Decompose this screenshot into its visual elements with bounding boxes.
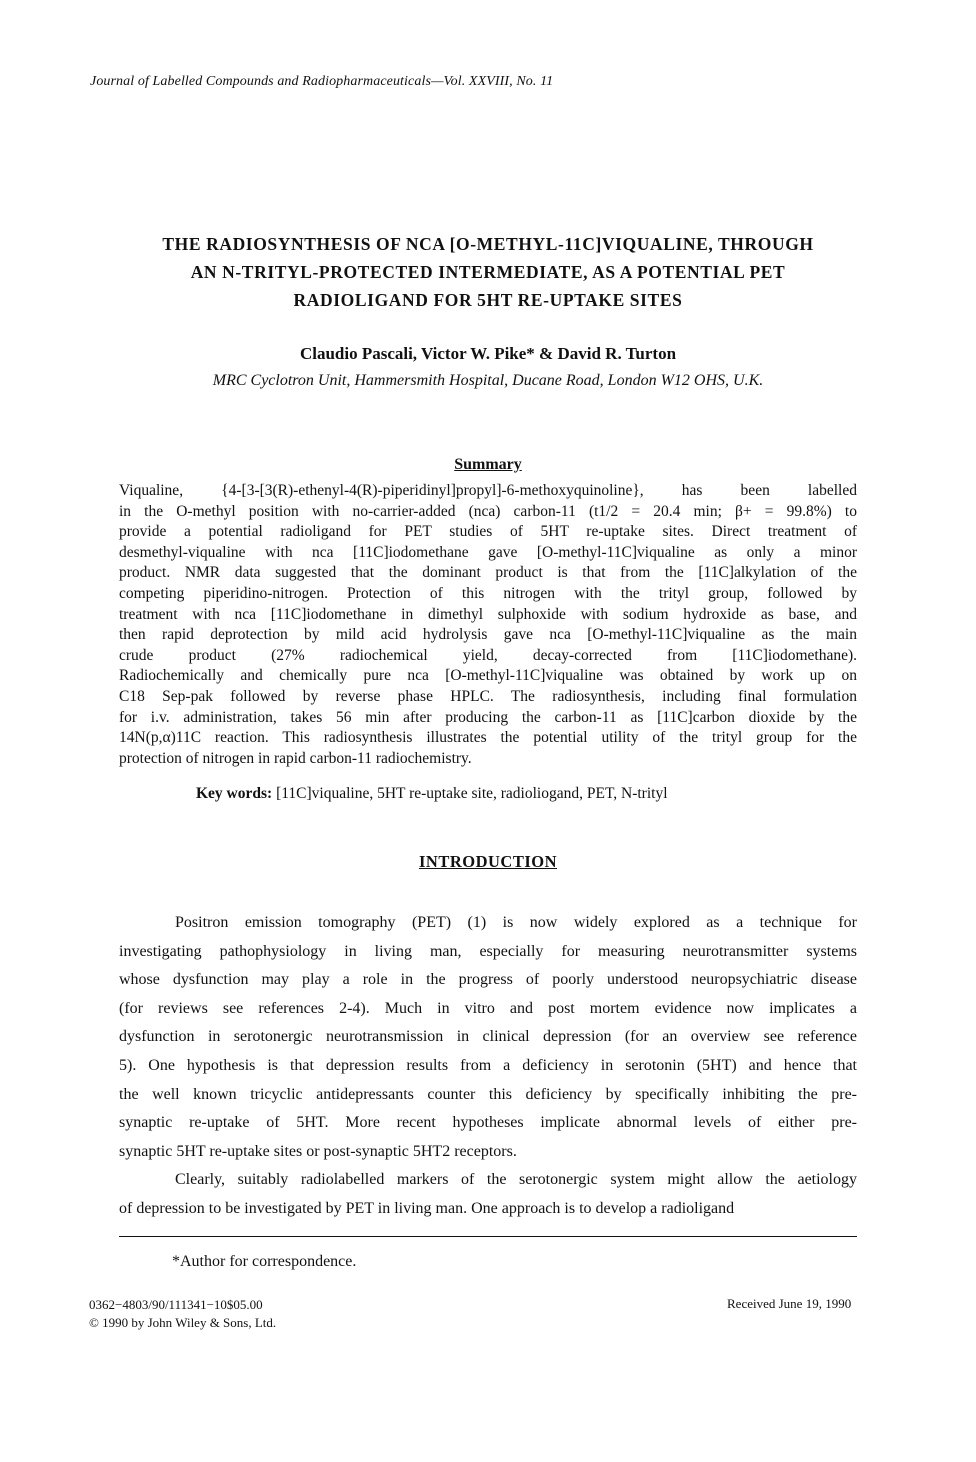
intro-line: whose dysfunction may play a role in the progress of poorly understood neuropsychiatric disease <box>119 971 857 989</box>
keywords <box>196 785 668 803</box>
summary-line: protection of nitrogen in rapid carbon-11 radiochemistry. <box>119 749 472 767</box>
intro-line: 5). One hypothesis is that depression results from a deficiency in serotonin (5HT) and hence that <box>119 1056 857 1074</box>
intro-line: Positron emission tomography (PET) (1) is now widely explored as a technique for <box>175 914 857 931</box>
summary-line: competing piperidino-nitrogen. Protection of this nitrogen with the trityl group, followed by <box>119 584 857 602</box>
received-date: Received June 19, 1990 <box>727 1296 852 1311</box>
title-line: RADIOLIGAND FOR 5HT RE-UPTAKE SITES <box>293 290 683 310</box>
intro-line: synaptic 5HT re-uptake sites or post-synaptic 5HT2 receptors. <box>119 1142 517 1160</box>
summary-line: product. NMR data suggested that the dominant product is that from the [11C]alkylation of the <box>119 564 857 582</box>
summary-line: Viqualine, {4-[3-[3(R)-ethenyl-4(R)-piperidinyl]propyl]-6-methoxyquinoline}, has been labelled <box>119 482 857 499</box>
title-line: THE RADIOSYNTHESIS OF NCA [O-METHYL-11C]VIQUALINE, THROUGH <box>162 234 814 254</box>
keywords-label: Key words: <box>196 785 273 802</box>
summary-line: then rapid deprotection by mild acid hydrolysis gave nca [O-methyl-11C]viqualine as the main <box>119 626 857 644</box>
summary-line: in the O-methyl position with no-carrier-added (nca) carbon-11 (t1/2 = 20.4 min; β+ = 99.8%) to <box>119 502 857 520</box>
intro-line: the well known tricyclic antidepressants counter this deficiency by specifically inhibiting the pre- <box>119 1085 857 1103</box>
intro-line: (for reviews see references 2-4). Much in vitro and post mortem evidence now implicates a <box>119 999 857 1017</box>
article-title <box>60 230 916 314</box>
copyright-notice: © 1990 by John Wiley & Sons, Ltd. <box>89 1315 277 1330</box>
author-affiliation: MRC Cyclotron Unit, Hammersmith Hospital, Ducane Road, London W12 OHS, U.K. <box>212 372 764 389</box>
title-line: AN N-TRITYL-PROTECTED INTERMEDIATE, AS A POTENTIAL PET <box>190 262 786 282</box>
publication-info <box>89 1296 276 1332</box>
summary-line: Radiochemically and chemically pure nca [O-methyl-11C]viqualine was obtained by work up on <box>119 667 857 685</box>
issn-code: 0362−4803/90/111341−10$05.00 <box>89 1297 263 1312</box>
intro-line: of depression to be investigated by PET in living man. One approach is to develop a radioligand <box>119 1199 735 1217</box>
footnote-divider <box>119 1236 857 1237</box>
running-header: Journal of Labelled Compounds and Radiopharmaceuticals—Vol. XXVIII, No. 11 <box>90 74 554 89</box>
summary-line: treatment with nca [11C]iodomethane in dimethyl sulphoxide with sodium hydroxide as base, and <box>119 605 857 623</box>
intro-line: dysfunction in serotonergic neurotransmission in clinical depression (for an overview see reference <box>119 1028 857 1046</box>
intro-line: Clearly, suitably radiolabelled markers of the serotonergic system might allow the aetiology <box>175 1171 857 1189</box>
summary-line: for i.v. administration, takes 56 min after producing the carbon-11 as [11C]carbon dioxide by the <box>119 708 857 726</box>
summary-line: provide a potential radioligand for PET studies of 5HT re-uptake sites. Direct treatment of <box>119 523 857 541</box>
introduction-heading: INTRODUCTION <box>418 852 558 871</box>
footnote: *Author for correspondence. <box>172 1253 357 1270</box>
summary-line: 14N(p,α)11C reaction. This radiosynthesis illustrates the potential utility of the trityl group for the <box>119 729 857 747</box>
intro-line: investigating pathophysiology in living man, especially for measuring neurotransmitter systems <box>119 942 857 960</box>
summary-line: crude product (27% radiochemical yield, decay-corrected from [11C]iodomethane). <box>119 646 857 664</box>
summary-line: desmethyl-viqualine with nca [11C]iodomethane gave [O-methyl-11C]viqualine as only a minor <box>119 543 857 561</box>
summary-abstract <box>119 481 857 769</box>
author-list: Claudio Pascali, Victor W. Pike* & David R. Turton <box>299 344 677 363</box>
summary-heading: Summary <box>454 456 522 473</box>
summary-line: C18 Sep-pak followed by reverse phase HPLC. The radiosynthesis, including final formulation <box>119 687 857 705</box>
intro-line: synaptic re-uptake of 5HT. More recent hypotheses implicate abnormal levels of either pre- <box>119 1114 857 1132</box>
introduction-body <box>119 909 857 1224</box>
keywords-text: [11C]viqualine, 5HT re-uptake site, radioliogand, PET, N-trityl <box>272 785 668 802</box>
